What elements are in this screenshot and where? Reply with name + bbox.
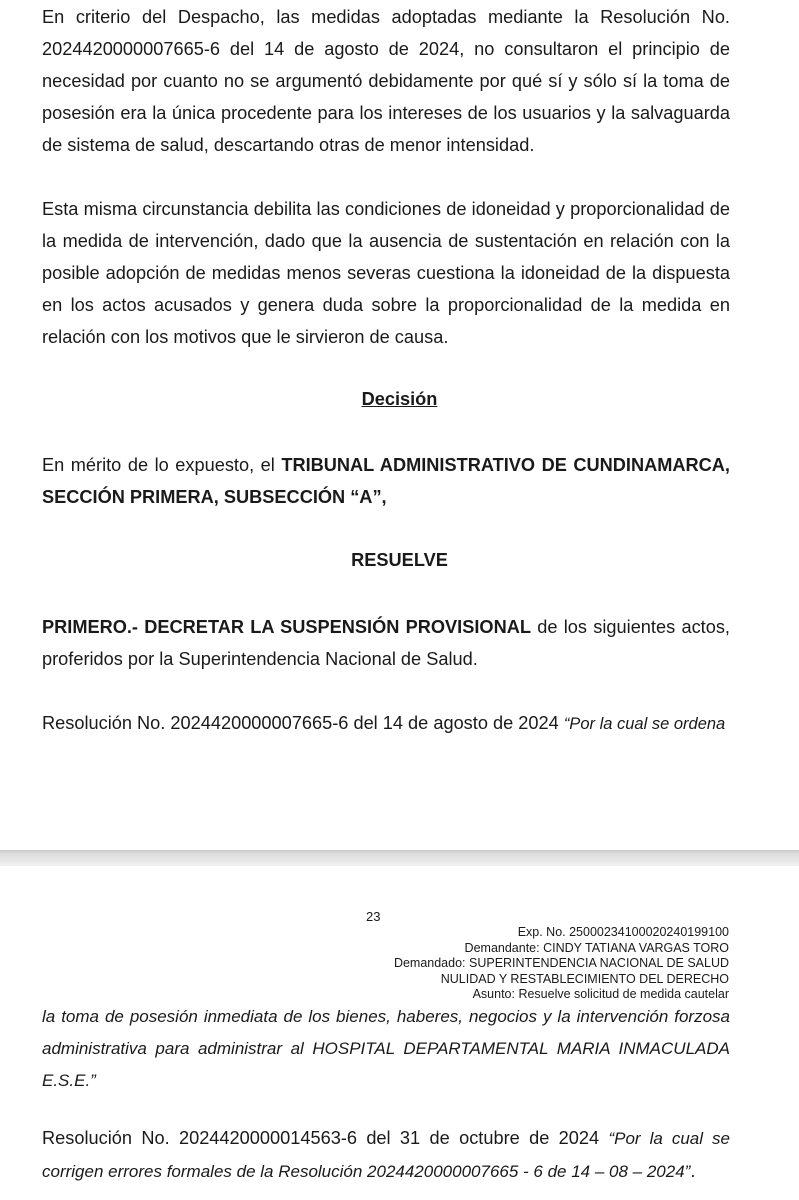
paragraph-idoneidad: Esta misma circunstancia debilita las condiciones de idoneidad y proporcionalidad de la medida de intervención, dado que la ausencia de sustentación en relación con la posible adopción de medidas menos severas cuestiona la idoneidad de la dispuesta en los actos acusados y genera duda sobre la proporcionalidad de la medida en relación con los motivos que le sirvieron de causa. <box>42 199 730 347</box>
paragraph-necesidad: En criterio del Despacho, las medidas adoptadas mediante la Resolución No. 2024420000007665-6 del 14 de agosto de 2024, no consultaron el principio de necesidad por cuanto no se argumentó debidamente por qué sí y sólo sí la toma de posesión era la única procedente para los intereses de los usuarios y la salvaguarda de sistema de salud, descartando otras de menor intensidad. <box>42 7 730 155</box>
decision-heading: Decisión <box>361 389 438 409</box>
primero-rest: de los siguientes actos, proferidos por la Superintendencia Nacional de Salud. <box>42 617 730 669</box>
merito-prefix: En mérito de lo expuesto, el <box>42 455 282 475</box>
primero-decree: PRIMERO.- DECRETAR LA SUSPENSIÓN PROVISIONAL <box>42 617 531 637</box>
demandante-line: Demandante: CINDY TATIANA VARGAS TORO <box>464 940 729 955</box>
paragraph-merito <box>42 449 730 513</box>
case-header <box>394 925 729 1003</box>
page-number: 23 <box>366 909 381 924</box>
resuelve-heading: RESUELVE <box>351 550 448 570</box>
demandado-line: Demandado: SUPERINTENDENCIA NACIONAL DE SALUD <box>393 956 729 970</box>
resolucion-2-period: . <box>690 1161 696 1181</box>
resolucion-1-number: Resolución No. 2024420000007665-6 del 14 de agosto de 2024 <box>42 713 564 733</box>
asunto-line: Asunto: Resuelve solicitud de medida cautelar <box>472 987 729 1001</box>
medio-control-line: NULIDAD Y RESTABLECIMIENTO DEL DERECHO <box>440 971 729 986</box>
page-break-divider <box>0 850 799 866</box>
tribunal-name: TRIBUNAL ADMINISTRATIVO DE CUNDINAMARCA, SECCIÓN PRIMERA, SUBSECCIÓN “A”, <box>42 455 730 507</box>
paragraph-resolucion-2 <box>42 1122 730 1188</box>
resolucion-1-title-start: “Por la cual se ordena <box>563 715 726 733</box>
resolucion-2-number: Resolución No. 2024420000014563-6 del 31 de octubre de 2024 <box>42 1128 609 1148</box>
paragraph-continuation: la toma de posesión inmediata de los bienes, haberes, negocios y la intervención forzosa administrativa para administrar al HOSPITAL DEPARTAMENTAL MARIA INMACULADA E.S.E.” <box>42 1007 730 1090</box>
expediente-line: Exp. No. 25000234100020240199100 <box>517 925 729 939</box>
resolucion-2-title: “Por la cual se corrigen errores formales de la Resolución 2024420000007665 - 6 de 14 – 08 – 2024” <box>42 1129 730 1181</box>
paragraph-primero <box>42 611 730 675</box>
paragraph-resolucion-1 <box>42 707 730 740</box>
